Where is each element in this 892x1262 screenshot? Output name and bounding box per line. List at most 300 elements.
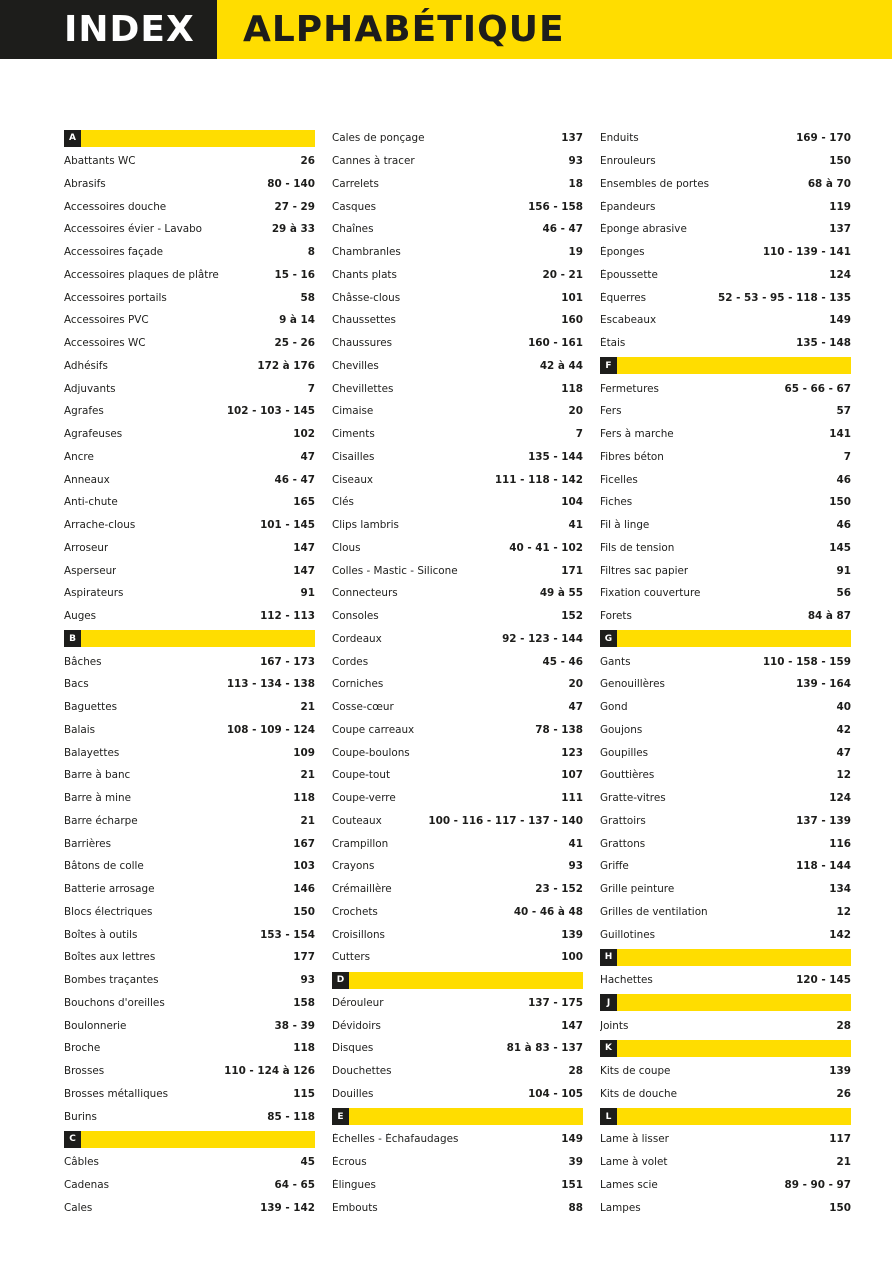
entry-label: Douilles xyxy=(332,1087,374,1100)
entry-pages: 26 xyxy=(300,155,315,168)
entry-label: Broche xyxy=(64,1042,101,1055)
entry-label: Chaînes xyxy=(332,223,374,236)
index-entry xyxy=(332,241,583,264)
index-entry xyxy=(64,218,315,241)
entry-label: Coupe-verre xyxy=(332,792,396,805)
entry-label: Anneaux xyxy=(64,473,110,486)
entry-label: Goujons xyxy=(600,723,643,736)
entry-pages: 107 xyxy=(561,769,583,782)
entry-label: Abattants WC xyxy=(64,155,136,168)
index-entry xyxy=(332,650,583,673)
index-entry xyxy=(64,832,315,855)
index-entry xyxy=(332,1128,583,1151)
index-entry xyxy=(332,173,583,196)
entry-label: Cannes à tracer xyxy=(332,155,415,168)
entry-pages: 139 - 164 xyxy=(796,678,851,691)
entry-label: Fil à linge xyxy=(600,519,650,532)
index-entry xyxy=(332,514,583,537)
entry-pages: 52 - 53 - 95 - 118 - 135 xyxy=(718,291,851,304)
index-entry xyxy=(600,696,851,719)
index-entry xyxy=(600,582,851,605)
index-entry xyxy=(64,173,315,196)
entry-label: Clips lambris xyxy=(332,519,399,532)
section-header xyxy=(332,1105,583,1128)
entry-label: Kits de douche xyxy=(600,1087,678,1100)
entry-pages: 85 - 118 xyxy=(267,1110,315,1123)
entry-pages: 147 xyxy=(293,541,315,554)
entry-pages: 18 xyxy=(568,177,583,190)
index-entry xyxy=(332,127,583,150)
index-entry xyxy=(332,1014,583,1037)
entry-label: Accessoires façade xyxy=(64,246,164,259)
entry-label: Fibres béton xyxy=(600,450,664,463)
entry-label: Gratte-vitres xyxy=(600,792,666,805)
entry-pages: 112 - 113 xyxy=(260,610,315,623)
section-letter: F xyxy=(600,357,617,374)
index-entry xyxy=(600,332,851,355)
index-entry xyxy=(600,286,851,309)
entry-pages: 8 xyxy=(307,246,315,259)
entry-pages: 137 xyxy=(829,223,851,236)
section-header xyxy=(64,628,315,651)
section-header xyxy=(64,1128,315,1151)
entry-label: Barre à banc xyxy=(64,769,131,782)
entry-label: Kits de coupe xyxy=(600,1065,671,1078)
entry-pages: 100 xyxy=(561,951,583,964)
index-entry xyxy=(600,1151,851,1174)
entry-pages: 49 à 55 xyxy=(539,587,583,600)
entry-label: Brosses métalliques xyxy=(64,1087,169,1100)
entry-pages: 160 xyxy=(561,314,583,327)
entry-label: Lampes xyxy=(600,1201,641,1214)
index-entry xyxy=(64,309,315,332)
index-entry xyxy=(600,741,851,764)
index-entry xyxy=(600,400,851,423)
index-entry xyxy=(600,218,851,241)
page-header xyxy=(0,0,892,59)
index-entry xyxy=(332,992,583,1015)
index-entry xyxy=(64,1060,315,1083)
entry-label: Joints xyxy=(600,1019,629,1032)
index-entry xyxy=(332,1083,583,1106)
index-entry xyxy=(332,946,583,969)
index-entry xyxy=(332,332,583,355)
entry-pages: 137 xyxy=(561,132,583,145)
entry-label: Cisailles xyxy=(332,450,375,463)
index-entry xyxy=(600,673,851,696)
index-entry xyxy=(64,559,315,582)
index-entry xyxy=(332,218,583,241)
section-header xyxy=(600,1105,851,1128)
index-entry xyxy=(332,855,583,878)
index-entry xyxy=(64,992,315,1015)
entry-label: Éponges xyxy=(600,246,645,259)
index-entry xyxy=(600,832,851,855)
entry-pages: 150 xyxy=(829,155,851,168)
entry-label: Échelles - Échafaudages xyxy=(332,1133,459,1146)
index-entry xyxy=(64,696,315,719)
entry-label: Accessoires plaques de plâtre xyxy=(64,268,219,281)
index-entry xyxy=(64,787,315,810)
entry-label: Éponge abrasive xyxy=(600,223,687,236)
entry-pages: 93 xyxy=(300,974,315,987)
entry-label: Adjuvants xyxy=(64,382,116,395)
entry-pages: 28 xyxy=(836,1019,851,1032)
entry-label: Agrafes xyxy=(64,405,104,418)
entry-pages: 135 - 144 xyxy=(528,450,583,463)
entry-pages: 92 - 123 - 144 xyxy=(502,632,583,645)
entry-label: Agrafeuses xyxy=(64,428,123,441)
entry-pages: 40 - 46 à 48 xyxy=(513,905,583,918)
index-entry xyxy=(332,787,583,810)
entry-pages: 149 xyxy=(561,1133,583,1146)
entry-pages: 57 xyxy=(836,405,851,418)
entry-pages: 113 - 134 - 138 xyxy=(226,678,315,691)
index-entry xyxy=(64,1196,315,1219)
entry-label: Fils de tension xyxy=(600,541,675,554)
entry-pages: 101 xyxy=(561,291,583,304)
entry-label: Fermetures xyxy=(600,382,659,395)
entry-pages: 117 xyxy=(829,1133,851,1146)
entry-label: Baguettes xyxy=(64,701,118,714)
section-bar xyxy=(617,1108,851,1125)
index-entry xyxy=(600,719,851,742)
index-entry xyxy=(600,923,851,946)
entry-label: Fiches xyxy=(600,496,633,509)
entry-pages: 58 xyxy=(300,291,315,304)
entry-label: Crayons xyxy=(332,860,375,873)
entry-pages: 26 xyxy=(836,1087,851,1100)
entry-label: Crochets xyxy=(332,905,378,918)
entry-pages: 65 - 66 - 67 xyxy=(784,382,851,395)
index-entry xyxy=(64,1083,315,1106)
entry-pages: 142 xyxy=(829,928,851,941)
index-entry xyxy=(64,650,315,673)
section-bar xyxy=(81,1131,315,1148)
entry-pages: 12 xyxy=(836,905,851,918)
index-entry xyxy=(64,741,315,764)
index-entry xyxy=(332,1151,583,1174)
index-entry xyxy=(332,741,583,764)
entry-label: Croisillons xyxy=(332,928,385,941)
entry-label: Cordeaux xyxy=(332,632,382,645)
index-entry xyxy=(64,537,315,560)
index-entry xyxy=(64,673,315,696)
entry-pages: 7 xyxy=(843,450,851,463)
entry-pages: 152 xyxy=(561,610,583,623)
entry-pages: 116 xyxy=(829,837,851,850)
section-header xyxy=(600,1037,851,1060)
index-entry xyxy=(64,491,315,514)
section-bar xyxy=(81,130,315,147)
entry-label: Ciments xyxy=(332,428,375,441)
entry-label: Boîtes aux lettres xyxy=(64,951,156,964)
index-entry xyxy=(332,719,583,742)
index-entry xyxy=(600,446,851,469)
entry-label: Consoles xyxy=(332,610,379,623)
entry-label: Embouts xyxy=(332,1201,378,1214)
index-entry xyxy=(64,446,315,469)
entry-pages: 102 - 103 - 145 xyxy=(226,405,315,418)
entry-label: Adhésifs xyxy=(64,359,108,372)
entry-pages: 147 xyxy=(293,564,315,577)
entry-pages: 134 xyxy=(829,883,851,896)
index-entry xyxy=(332,605,583,628)
entry-pages: 46 - 47 xyxy=(542,223,583,236)
entry-label: Barre écharpe xyxy=(64,814,138,827)
entry-label: Connecteurs xyxy=(332,587,398,600)
entry-pages: 81 à 83 - 137 xyxy=(506,1042,583,1055)
entry-label: Forets xyxy=(600,610,632,623)
entry-pages: 135 - 148 xyxy=(796,337,851,350)
index-entry xyxy=(64,855,315,878)
entry-label: Gond xyxy=(600,701,628,714)
index-entry xyxy=(600,1014,851,1037)
index-entry xyxy=(64,810,315,833)
index-entry xyxy=(332,491,583,514)
index-entry xyxy=(600,1060,851,1083)
entry-pages: 149 xyxy=(829,314,851,327)
section-header xyxy=(600,355,851,378)
entry-label: Auges xyxy=(64,610,97,623)
entry-pages: 118 - 144 xyxy=(796,860,851,873)
entry-pages: 12 xyxy=(836,769,851,782)
entry-label: Cosse-cœur xyxy=(332,701,394,714)
entry-label: Coupe-tout xyxy=(332,769,391,782)
index-entry xyxy=(64,1174,315,1197)
index-entry xyxy=(332,537,583,560)
entry-label: Châsse-clous xyxy=(332,291,401,304)
entry-pages: 171 xyxy=(561,564,583,577)
entry-pages: 160 - 161 xyxy=(528,337,583,350)
index-entry xyxy=(64,423,315,446)
index-entry xyxy=(332,1060,583,1083)
entry-label: Filtres sac papier xyxy=(600,564,689,577)
entry-label: Grille peinture xyxy=(600,883,675,896)
entry-label: Aspirateurs xyxy=(64,587,124,600)
entry-pages: 7 xyxy=(575,428,583,441)
entry-pages: 101 - 145 xyxy=(260,519,315,532)
entry-pages: 109 xyxy=(293,746,315,759)
entry-label: Cales xyxy=(64,1201,93,1214)
entry-pages: 25 - 26 xyxy=(274,337,315,350)
entry-label: Disques xyxy=(332,1042,374,1055)
entry-label: Bâches xyxy=(64,655,102,668)
index-entry xyxy=(64,468,315,491)
entry-pages: 39 xyxy=(568,1156,583,1169)
entry-pages: 147 xyxy=(561,1019,583,1032)
index-entry xyxy=(332,1037,583,1060)
entry-label: Lames scie xyxy=(600,1178,658,1191)
entry-pages: 146 xyxy=(293,883,315,896)
entry-pages: 93 xyxy=(568,155,583,168)
entry-pages: 100 - 116 - 117 - 137 - 140 xyxy=(428,814,583,827)
entry-pages: 47 xyxy=(300,450,315,463)
entry-label: Boulonnerie xyxy=(64,1019,127,1032)
index-entry xyxy=(332,673,583,696)
index-entry xyxy=(332,377,583,400)
entry-label: Boîtes à outils xyxy=(64,928,138,941)
index-entry xyxy=(64,764,315,787)
entry-pages: 93 xyxy=(568,860,583,873)
entry-pages: 80 - 140 xyxy=(267,177,315,190)
entry-pages: 165 xyxy=(293,496,315,509)
entry-pages: 139 xyxy=(561,928,583,941)
entry-label: Hachettes xyxy=(600,974,653,987)
entry-label: Ficelles xyxy=(600,473,638,486)
entry-pages: 20 - 21 xyxy=(542,268,583,281)
section-letter: C xyxy=(64,1131,81,1148)
entry-pages: 28 xyxy=(568,1065,583,1078)
entry-pages: 156 - 158 xyxy=(528,200,583,213)
entry-label: Escabeaux xyxy=(600,314,657,327)
section-bar xyxy=(81,630,315,647)
index-entry xyxy=(64,1014,315,1037)
entry-pages: 120 - 145 xyxy=(796,974,851,987)
entry-label: Chambranles xyxy=(332,246,401,259)
entry-label: Goupilles xyxy=(600,746,649,759)
index-entry xyxy=(600,810,851,833)
entry-label: Accessoires WC xyxy=(64,337,146,350)
entry-pages: 15 - 16 xyxy=(274,268,315,281)
index-entry xyxy=(600,127,851,150)
entry-label: Grilles de ventilation xyxy=(600,905,708,918)
section-letter: A xyxy=(64,130,81,147)
entry-label: Ensembles de portes xyxy=(600,177,710,190)
section-bar xyxy=(617,994,851,1011)
index-entry xyxy=(64,286,315,309)
entry-label: Accessoires douche xyxy=(64,200,167,213)
entry-label: Balais xyxy=(64,723,96,736)
entry-pages: 104 xyxy=(561,496,583,509)
entry-label: Barrières xyxy=(64,837,111,850)
section-header xyxy=(600,946,851,969)
index-entry xyxy=(332,150,583,173)
entry-pages: 42 à 44 xyxy=(539,359,583,372)
index-entry xyxy=(332,400,583,423)
entry-pages: 41 xyxy=(568,519,583,532)
index-entry xyxy=(600,1128,851,1151)
section-header xyxy=(64,127,315,150)
entry-label: Dérouleur xyxy=(332,996,384,1009)
entry-label: Ciseaux xyxy=(332,473,374,486)
entry-label: Chevilles xyxy=(332,359,379,372)
entry-pages: 150 xyxy=(293,905,315,918)
entry-pages: 110 - 158 - 159 xyxy=(762,655,851,668)
section-bar xyxy=(617,1040,851,1057)
entry-pages: 141 xyxy=(829,428,851,441)
section-bar xyxy=(617,630,851,647)
entry-label: Cadenas xyxy=(64,1178,109,1191)
entry-label: Cimaise xyxy=(332,405,374,418)
entry-pages: 27 - 29 xyxy=(274,200,315,213)
index-entry xyxy=(600,764,851,787)
entry-pages: 102 xyxy=(293,428,315,441)
entry-pages: 91 xyxy=(300,587,315,600)
index-entry xyxy=(64,195,315,218)
entry-pages: 150 xyxy=(829,1201,851,1214)
entry-label: Accessoires évier - Lavabo xyxy=(64,223,203,236)
index-entry xyxy=(600,1196,851,1219)
entry-pages: 19 xyxy=(568,246,583,259)
section-letter: G xyxy=(600,630,617,647)
index-entry xyxy=(600,309,851,332)
entry-label: Balayettes xyxy=(64,746,120,759)
entry-pages: 47 xyxy=(836,746,851,759)
entry-pages: 115 xyxy=(293,1087,315,1100)
entry-pages: 137 - 139 xyxy=(796,814,851,827)
index-entry xyxy=(600,1083,851,1106)
entry-pages: 68 à 70 xyxy=(807,177,851,190)
entry-label: Coupe-boulons xyxy=(332,746,410,759)
section-letter: B xyxy=(64,630,81,647)
entry-pages: 153 - 154 xyxy=(260,928,315,941)
entry-label: Colles - Mastic - Silicone xyxy=(332,564,458,577)
entry-pages: 21 xyxy=(300,814,315,827)
entry-pages: 41 xyxy=(568,837,583,850)
entry-label: Ancre xyxy=(64,450,94,463)
entry-pages: 118 xyxy=(293,792,315,805)
index-entry xyxy=(332,195,583,218)
entry-pages: 45 - 46 xyxy=(542,655,583,668)
entry-label: Cales de ponçage xyxy=(332,132,425,145)
entry-label: Crémaillère xyxy=(332,883,392,896)
index-entry xyxy=(600,468,851,491)
section-bar xyxy=(349,972,583,989)
entry-pages: 89 - 90 - 97 xyxy=(784,1178,851,1191)
entry-pages: 40 xyxy=(836,701,851,714)
entry-label: Cutters xyxy=(332,951,371,964)
index-entry xyxy=(600,241,851,264)
index-entry xyxy=(332,423,583,446)
index-entry xyxy=(600,969,851,992)
index-entry xyxy=(64,878,315,901)
index-entry xyxy=(332,446,583,469)
entry-pages: 139 - 142 xyxy=(260,1201,315,1214)
index-entry xyxy=(332,1174,583,1197)
entry-label: Guillotines xyxy=(600,928,656,941)
entry-pages: 167 - 173 xyxy=(260,655,315,668)
index-entry xyxy=(332,309,583,332)
entry-label: Étais xyxy=(600,337,626,350)
index-entry xyxy=(332,923,583,946)
entry-label: Enrouleurs xyxy=(600,155,656,168)
index-entry xyxy=(64,946,315,969)
entry-pages: 119 xyxy=(829,200,851,213)
entry-pages: 46 xyxy=(836,473,851,486)
entry-pages: 46 - 47 xyxy=(274,473,315,486)
entry-pages: 124 xyxy=(829,792,851,805)
entry-pages: 78 - 138 xyxy=(535,723,583,736)
index-entry xyxy=(600,173,851,196)
section-letter: E xyxy=(332,1108,349,1125)
section-letter: D xyxy=(332,972,349,989)
index-entry xyxy=(332,810,583,833)
entry-pages: 110 - 124 à 126 xyxy=(224,1065,315,1078)
entry-pages: 103 xyxy=(293,860,315,873)
entry-pages: 118 xyxy=(293,1042,315,1055)
entry-pages: 145 xyxy=(829,541,851,554)
entry-pages: 118 xyxy=(561,382,583,395)
entry-pages: 111 xyxy=(561,792,583,805)
index-entry xyxy=(64,582,315,605)
entry-label: Abrasifs xyxy=(64,177,106,190)
index-entry xyxy=(600,901,851,924)
entry-label: Fers xyxy=(600,405,622,418)
entry-label: Enduits xyxy=(600,132,639,145)
index-entry xyxy=(600,878,851,901)
entry-label: Coupe carreaux xyxy=(332,723,415,736)
